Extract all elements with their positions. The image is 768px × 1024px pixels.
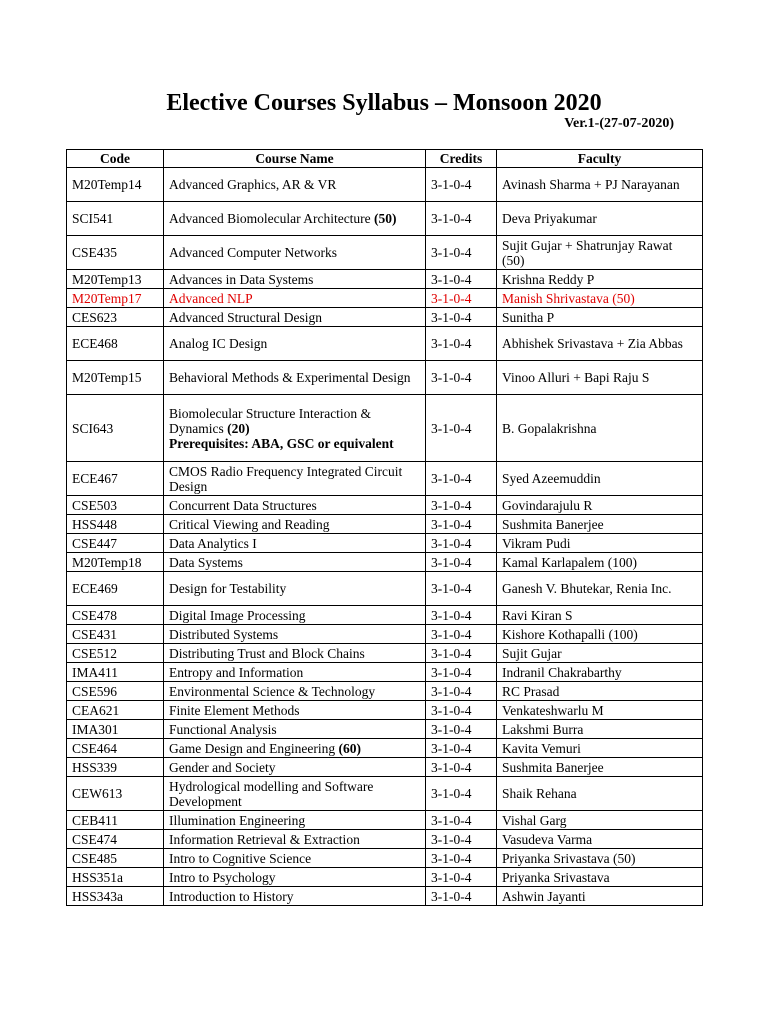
table-row	[67, 868, 703, 887]
course-name: Distributing Trust and Block Chains	[169, 645, 365, 661]
course-name: Behavioral Methods & Experimental Design	[169, 370, 411, 385]
faculty-cell	[497, 739, 703, 758]
course-code: CES623	[72, 309, 118, 325]
course-code: IMA301	[72, 721, 119, 737]
course-name: Distributed Systems	[169, 626, 279, 642]
course-code-cell	[67, 811, 164, 830]
credits-cell	[426, 202, 497, 236]
course-name-cell	[164, 849, 426, 868]
course-name: Biomolecular Structure Interaction & Dynamics	[169, 405, 372, 436]
course-name: Design for Testability	[169, 581, 287, 596]
course-faculty: Ravi Kiran S	[502, 607, 573, 623]
course-code-cell	[67, 270, 164, 289]
credits-cell	[426, 515, 497, 534]
table-row	[67, 572, 703, 606]
course-code-cell	[67, 515, 164, 534]
credits-cell	[426, 720, 497, 739]
version-label: Ver.1-(27-07-2020)	[564, 116, 674, 131]
course-name: Intro to Psychology	[169, 869, 276, 885]
table-row	[67, 308, 703, 327]
course-faculty: Vikram Pudi	[502, 535, 571, 551]
course-name-cell	[164, 830, 426, 849]
course-name-cell	[164, 572, 426, 606]
course-name: Advanced Biomolecular Architecture	[169, 211, 371, 226]
course-name: Digital Image Processing	[169, 607, 306, 623]
course-code: SCI541	[72, 211, 114, 226]
faculty-cell	[497, 327, 703, 361]
faculty-cell	[497, 663, 703, 682]
course-name-cell	[164, 553, 426, 572]
course-credits: 3-1-0-4	[431, 850, 472, 866]
course-code-cell	[67, 534, 164, 553]
course-code-cell	[67, 849, 164, 868]
course-credits: 3-1-0-4	[431, 831, 472, 847]
course-name-cell	[164, 625, 426, 644]
table-row	[67, 534, 703, 553]
course-faculty: Ashwin Jayanti	[502, 888, 586, 904]
table-row	[67, 496, 703, 515]
table-row	[67, 327, 703, 361]
table-row	[67, 553, 703, 572]
course-faculty: Sunitha P	[502, 309, 555, 325]
course-code-cell	[67, 202, 164, 236]
course-name: Advanced Structural Design	[169, 309, 322, 325]
course-code-cell	[67, 739, 164, 758]
course-name: Advances in Data Systems	[169, 271, 314, 287]
course-faculty: Vasudeva Varma	[502, 831, 593, 847]
course-credits: 3-1-0-4	[431, 309, 472, 325]
course-credits: 3-1-0-4	[431, 740, 472, 756]
course-faculty: Manish Shrivastava (50)	[502, 290, 635, 306]
course-code-cell	[67, 572, 164, 606]
course-name-cell	[164, 308, 426, 327]
credits-cell	[426, 236, 497, 270]
faculty-cell	[497, 849, 703, 868]
course-credits: 3-1-0-4	[431, 786, 472, 801]
course-code-cell	[67, 462, 164, 496]
table-row	[67, 395, 703, 462]
table-row	[67, 168, 703, 202]
course-name: Illumination Engineering	[169, 812, 306, 828]
credits-cell	[426, 572, 497, 606]
course-code-cell	[67, 868, 164, 887]
course-credits: 3-1-0-4	[431, 471, 472, 486]
course-credits: 3-1-0-4	[431, 721, 472, 737]
course-name-cell	[164, 868, 426, 887]
course-name: Finite Element Methods	[169, 702, 300, 718]
course-code-cell	[67, 682, 164, 701]
credits-cell	[426, 682, 497, 701]
course-name-cell	[164, 462, 426, 496]
course-name-cell	[164, 887, 426, 906]
course-code-cell	[67, 553, 164, 572]
course-code-cell	[67, 496, 164, 515]
credits-cell	[426, 308, 497, 327]
course-code-cell	[67, 720, 164, 739]
faculty-cell	[497, 202, 703, 236]
course-name-cell	[164, 739, 426, 758]
course-name-cell	[164, 361, 426, 395]
course-code: M20Temp13	[72, 271, 142, 287]
course-credits: 3-1-0-4	[431, 516, 472, 532]
course-name-cell	[164, 289, 426, 308]
course-name-cell	[164, 327, 426, 361]
course-code: CSE474	[72, 831, 118, 847]
course-name: Analog IC Design	[169, 336, 268, 351]
faculty-cell	[497, 758, 703, 777]
course-code: CSE431	[72, 626, 118, 642]
course-name: Introduction to History	[169, 888, 294, 904]
course-code: SCI643	[72, 420, 114, 436]
course-name: Data Analytics I	[169, 535, 257, 551]
course-name: Hydrological modelling and Software Development	[169, 778, 374, 809]
course-name: Game Design and Engineering	[169, 740, 336, 756]
course-credits: 3-1-0-4	[431, 211, 472, 226]
course-faculty: Vishal Garg	[502, 812, 567, 828]
course-code-cell	[67, 644, 164, 663]
course-code-cell	[67, 236, 164, 270]
course-name: Advanced Computer Networks	[169, 245, 337, 260]
course-faculty: Kavita Vemuri	[502, 740, 581, 756]
table-row	[67, 606, 703, 625]
table-row	[67, 202, 703, 236]
credits-cell	[426, 606, 497, 625]
course-faculty: Lakshmi Burra	[502, 721, 584, 737]
course-credits: 3-1-0-4	[431, 370, 472, 385]
course-capacity: (50)	[374, 211, 397, 226]
course-name: Advanced NLP	[169, 290, 253, 306]
course-credits: 3-1-0-4	[431, 290, 472, 306]
faculty-cell	[497, 682, 703, 701]
course-code: CEA621	[72, 702, 120, 718]
course-credits: 3-1-0-4	[431, 177, 472, 192]
course-faculty: Vinoo Alluri + Bapi Raju S	[502, 370, 650, 385]
course-name: Concurrent Data Structures	[169, 497, 317, 513]
course-name-cell	[164, 682, 426, 701]
course-name-cell	[164, 663, 426, 682]
course-code: HSS448	[72, 516, 118, 532]
course-faculty: Priyanka Srivastava	[502, 869, 610, 885]
course-credits: 3-1-0-4	[431, 581, 472, 596]
table-row	[67, 289, 703, 308]
course-prerequisites: Prerequisites: ABA, GSC or equivalent	[169, 435, 394, 451]
table-row	[67, 462, 703, 496]
course-credits: 3-1-0-4	[431, 245, 472, 260]
course-code-cell	[67, 168, 164, 202]
course-name: CMOS Radio Frequency Integrated Circuit Design	[169, 463, 403, 494]
course-credits: 3-1-0-4	[431, 869, 472, 885]
course-code: M20Temp18	[72, 554, 142, 570]
course-faculty: Indranil Chakrabarthy	[502, 664, 622, 680]
course-code-cell	[67, 361, 164, 395]
course-credits: 3-1-0-4	[431, 702, 472, 718]
course-code: HSS339	[72, 759, 118, 775]
credits-cell	[426, 887, 497, 906]
course-code-cell	[67, 701, 164, 720]
table-row	[67, 887, 703, 906]
table-row	[67, 720, 703, 739]
courses-table	[66, 149, 703, 906]
header-faculty: Faculty	[497, 150, 703, 168]
table-row	[67, 361, 703, 395]
faculty-cell	[497, 361, 703, 395]
course-name: Information Retrieval & Extraction	[169, 831, 360, 847]
faculty-cell	[497, 830, 703, 849]
table-row	[67, 236, 703, 270]
course-credits: 3-1-0-4	[431, 271, 472, 287]
course-faculty: Priyanka Srivastava (50)	[502, 850, 636, 866]
credits-cell	[426, 462, 497, 496]
course-capacity: (20)	[227, 420, 250, 436]
credits-cell	[426, 644, 497, 663]
course-name-cell	[164, 720, 426, 739]
course-credits: 3-1-0-4	[431, 645, 472, 661]
course-code-cell	[67, 830, 164, 849]
faculty-cell	[497, 236, 703, 270]
faculty-cell	[497, 572, 703, 606]
course-code: IMA411	[72, 664, 118, 680]
course-code-cell	[67, 758, 164, 777]
course-credits: 3-1-0-4	[431, 554, 472, 570]
course-faculty: Avinash Sharma + PJ Narayanan	[502, 177, 680, 192]
course-name: Environmental Science & Technology	[169, 683, 376, 699]
table-row	[67, 777, 703, 811]
course-credits: 3-1-0-4	[431, 497, 472, 513]
course-name-cell	[164, 395, 426, 462]
credits-cell	[426, 395, 497, 462]
credits-cell	[426, 534, 497, 553]
course-faculty: Venkateshwarlu M	[502, 702, 604, 718]
course-code-cell	[67, 395, 164, 462]
credits-cell	[426, 830, 497, 849]
course-faculty: Sushmita Banerjee	[502, 516, 604, 532]
course-credits: 3-1-0-4	[431, 683, 472, 699]
course-faculty: Abhishek Srivastava + Zia Abbas	[502, 336, 683, 351]
course-faculty: Krishna Reddy P	[502, 271, 595, 287]
course-name: Advanced Graphics, AR & VR	[169, 177, 337, 192]
table-row	[67, 663, 703, 682]
course-faculty: Syed Azeemuddin	[502, 471, 601, 486]
faculty-cell	[497, 534, 703, 553]
course-code-cell	[67, 308, 164, 327]
course-code-cell	[67, 625, 164, 644]
course-code: CSE485	[72, 850, 118, 866]
course-name-cell	[164, 496, 426, 515]
faculty-cell	[497, 168, 703, 202]
credits-cell	[426, 361, 497, 395]
table-row	[67, 644, 703, 663]
course-faculty: Sushmita Banerjee	[502, 759, 604, 775]
course-code: CSE464	[72, 740, 118, 756]
course-name: Data Systems	[169, 554, 243, 570]
header-course-name: Course Name	[164, 150, 426, 168]
course-name: Gender and Society	[169, 759, 276, 775]
credits-cell	[426, 811, 497, 830]
course-faculty: Shaik Rehana	[502, 786, 577, 801]
course-credits: 3-1-0-4	[431, 420, 472, 436]
course-code: CSE447	[72, 535, 118, 551]
course-credits: 3-1-0-4	[431, 759, 472, 775]
faculty-cell	[497, 811, 703, 830]
course-code: M20Temp15	[72, 370, 142, 385]
course-name: Intro to Cognitive Science	[169, 850, 312, 866]
course-faculty: Sujit Gujar + Shatrunjay Rawat (50)	[502, 237, 673, 268]
credits-cell	[426, 168, 497, 202]
course-name: Critical Viewing and Reading	[169, 516, 330, 532]
faculty-cell	[497, 515, 703, 534]
course-name-cell	[164, 758, 426, 777]
course-name-cell	[164, 270, 426, 289]
course-code: M20Temp14	[72, 177, 142, 192]
table-row	[67, 849, 703, 868]
course-code-cell	[67, 606, 164, 625]
course-name-cell	[164, 701, 426, 720]
course-code: CSE478	[72, 607, 118, 623]
credits-cell	[426, 270, 497, 289]
faculty-cell	[497, 644, 703, 663]
page-title: Elective Courses Syllabus – Monsoon 2020	[166, 90, 602, 116]
table-row	[67, 515, 703, 534]
faculty-cell	[497, 270, 703, 289]
course-code-cell	[67, 887, 164, 906]
course-credits: 3-1-0-4	[431, 664, 472, 680]
faculty-cell	[497, 462, 703, 496]
credits-cell	[426, 739, 497, 758]
table-row	[67, 270, 703, 289]
table-row	[67, 830, 703, 849]
table-row	[67, 625, 703, 644]
course-code: HSS343a	[72, 888, 124, 904]
course-code: ECE468	[72, 336, 118, 351]
course-code-cell	[67, 327, 164, 361]
header-credits: Credits	[426, 150, 497, 168]
table-row	[67, 811, 703, 830]
credits-cell	[426, 327, 497, 361]
course-credits: 3-1-0-4	[431, 336, 472, 351]
credits-cell	[426, 496, 497, 515]
faculty-cell	[497, 289, 703, 308]
faculty-cell	[497, 395, 703, 462]
course-name-cell	[164, 515, 426, 534]
course-credits: 3-1-0-4	[431, 812, 472, 828]
course-code: CSE512	[72, 645, 118, 661]
course-code: ECE467	[72, 471, 118, 486]
table-row	[67, 701, 703, 720]
table-row	[67, 739, 703, 758]
table-row	[67, 758, 703, 777]
course-code-cell	[67, 663, 164, 682]
course-faculty: Kishore Kothapalli (100)	[502, 626, 638, 642]
course-code-cell	[67, 777, 164, 811]
table-header-row	[67, 150, 703, 168]
course-faculty: Govindarajulu R	[502, 497, 593, 513]
course-faculty: B. Gopalakrishna	[502, 420, 597, 436]
course-name-cell	[164, 606, 426, 625]
course-code: CSE435	[72, 245, 118, 260]
credits-cell	[426, 777, 497, 811]
course-name: Functional Analysis	[169, 721, 277, 737]
course-name-cell	[164, 202, 426, 236]
credits-cell	[426, 701, 497, 720]
credits-cell	[426, 553, 497, 572]
course-faculty: Ganesh V. Bhutekar, Renia Inc.	[502, 581, 672, 596]
course-code: CEW613	[72, 786, 123, 801]
course-name-cell	[164, 644, 426, 663]
course-credits: 3-1-0-4	[431, 607, 472, 623]
course-name-cell	[164, 236, 426, 270]
course-name-cell	[164, 168, 426, 202]
credits-cell	[426, 758, 497, 777]
course-name: Entropy and Information	[169, 664, 304, 680]
course-name-cell	[164, 811, 426, 830]
course-credits: 3-1-0-4	[431, 888, 472, 904]
table-row	[67, 682, 703, 701]
header-code: Code	[67, 150, 164, 168]
course-name-cell	[164, 534, 426, 553]
faculty-cell	[497, 868, 703, 887]
course-name-cell	[164, 777, 426, 811]
credits-cell	[426, 625, 497, 644]
faculty-cell	[497, 606, 703, 625]
course-code: M20Temp17	[72, 290, 142, 306]
course-code: HSS351a	[72, 869, 124, 885]
credits-cell	[426, 289, 497, 308]
faculty-cell	[497, 308, 703, 327]
course-code: ECE469	[72, 581, 118, 596]
credits-cell	[426, 868, 497, 887]
credits-cell	[426, 663, 497, 682]
credits-cell	[426, 849, 497, 868]
faculty-cell	[497, 777, 703, 811]
course-capacity: (60)	[338, 740, 361, 756]
faculty-cell	[497, 496, 703, 515]
course-faculty: RC Prasad	[502, 683, 560, 699]
faculty-cell	[497, 553, 703, 572]
course-code: CSE596	[72, 683, 118, 699]
course-code: CEB411	[72, 812, 119, 828]
faculty-cell	[497, 701, 703, 720]
course-faculty: Sujit Gujar	[502, 645, 562, 661]
course-faculty: Kamal Karlapalem (100)	[502, 554, 637, 570]
faculty-cell	[497, 887, 703, 906]
course-code-cell	[67, 289, 164, 308]
course-faculty: Deva Priyakumar	[502, 211, 597, 226]
faculty-cell	[497, 720, 703, 739]
course-credits: 3-1-0-4	[431, 535, 472, 551]
faculty-cell	[497, 625, 703, 644]
course-credits: 3-1-0-4	[431, 626, 472, 642]
course-code: CSE503	[72, 497, 118, 513]
